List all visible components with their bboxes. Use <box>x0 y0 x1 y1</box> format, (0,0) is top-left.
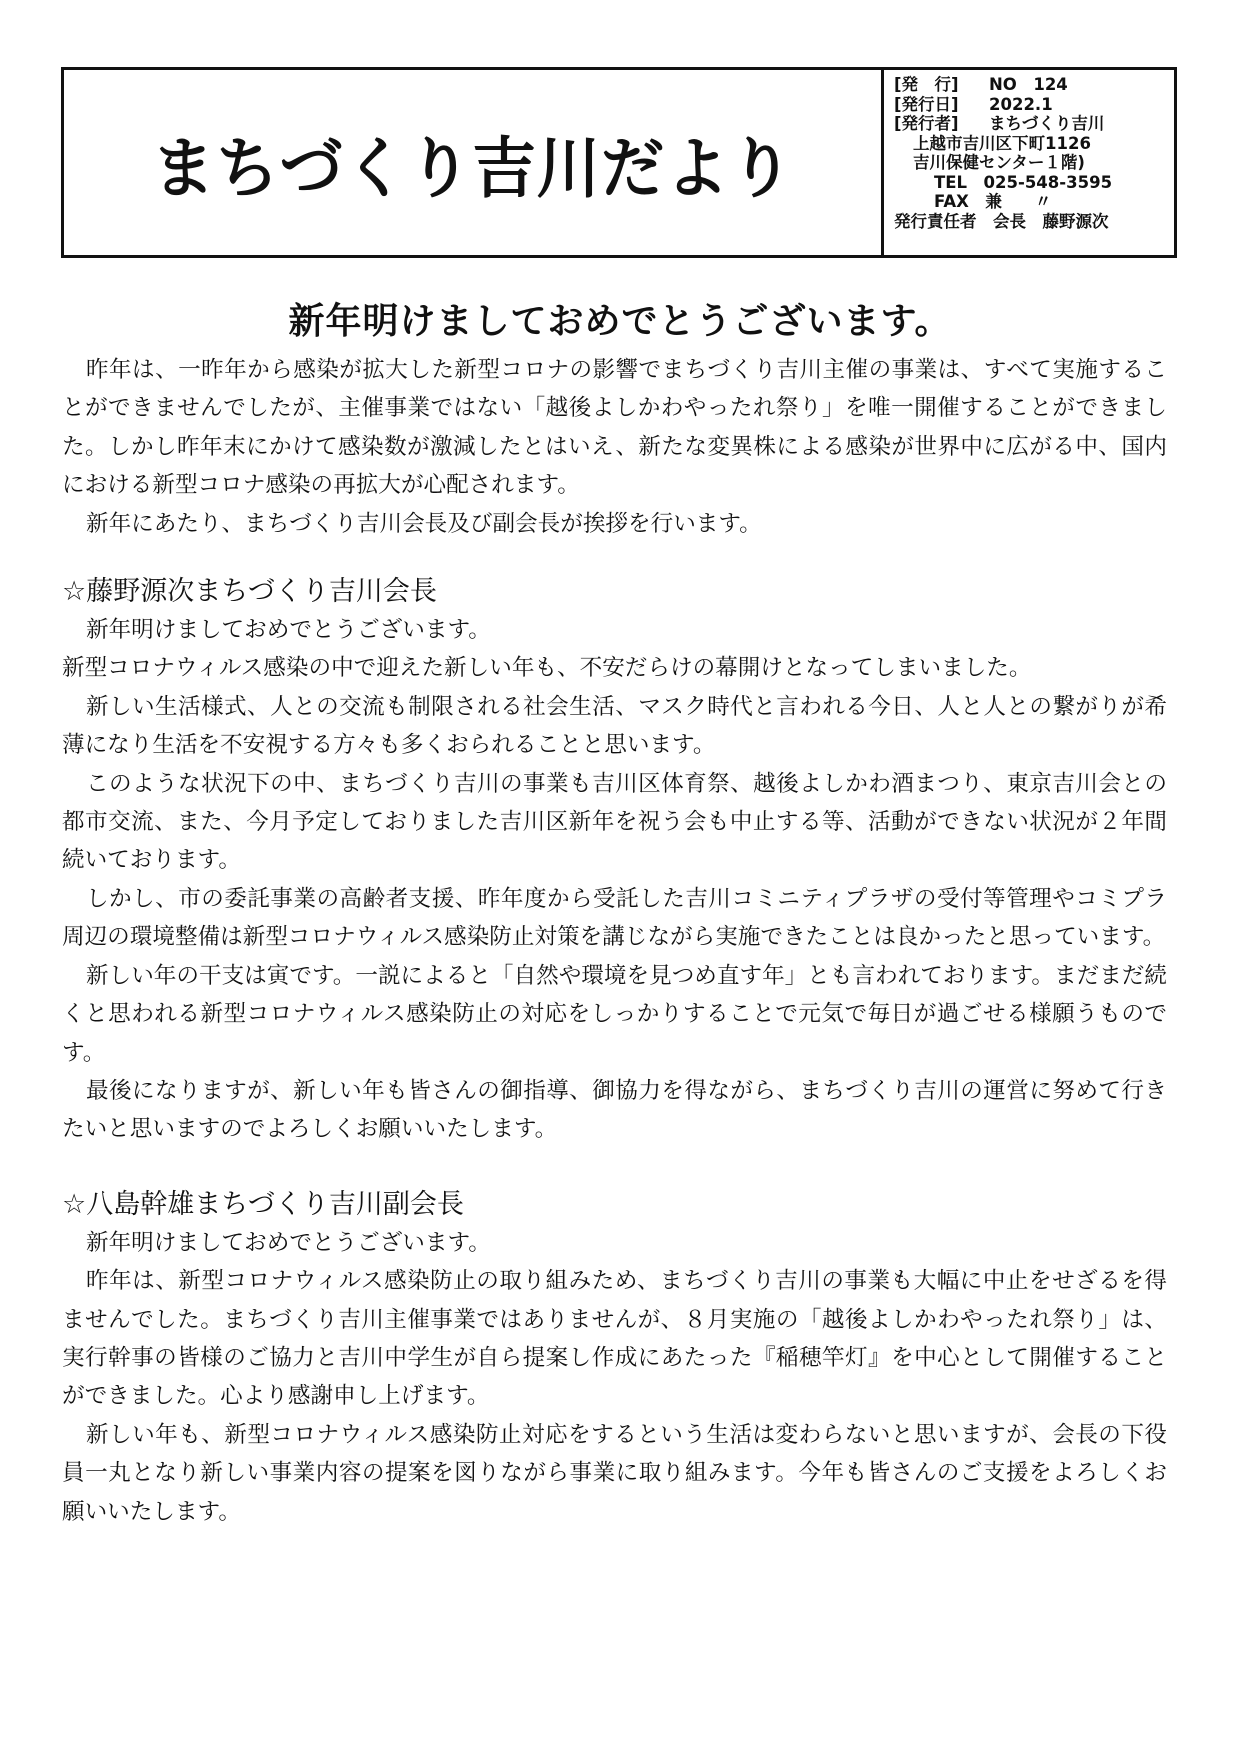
president-paragraph: 新型コロナウィルス感染の中で迎えた新しい年も、不安だらけの幕開けとなってしまいました。 <box>62 655 1032 682</box>
vice-president-paragraph: 新しい年も、新型コロナウィルス感染防止対応をするという生活は変わらないと思いますが、会長の下役員一丸となり新しい事業内容の提案を図りながら事業に取り組みます。今年も皆さんのご支援をよろしくお願いいたします。 <box>62 1421 1167 1525</box>
vice-president-paragraph: 昨年は、新型コロナウィルス感染防止の取り組みため、まちづくり吉川の事業も大幅に中止をせざるを得ませんでした。まちづくり吉川主催事業ではありませんが、８月実施の「越後よしかわやったれ祭り」は、実行幹事の皆様のご協力と吉川中学生が自ら提案し作成にあたった『稲穂竿灯』を中心として開催することができました。心より感謝申し上げます。 <box>62 1268 1167 1410</box>
newsletter-title: まちづくり吉川だより <box>151 130 794 207</box>
issue-date: 2022.1 <box>989 94 1053 114</box>
issue-number: NO 124 <box>989 75 1068 94</box>
issue-label: [発 行] <box>894 75 959 94</box>
address-line-1: 上越市吉川区下町1126 <box>913 133 1091 153</box>
issue-row <box>894 75 1168 95</box>
fax: FAX 兼 〃 <box>934 192 1052 211</box>
publisher-row <box>894 114 1168 134</box>
vice-president-section-heading: ☆八島幹雄まちづくり吉川副会長 <box>62 1188 464 1220</box>
president-closing: 最後になりますが、新しい年も皆さんの御指導、御協力を得ながら、まちづくり吉川の運営に努めて行きたいと思いますのでよろしくお願いいたします。 <box>62 1077 1167 1143</box>
president-greeting: 新年明けましておめでとうございます。 <box>86 617 491 644</box>
publication-info <box>881 70 1174 255</box>
president-paragraph: 新しい生活様式、人との交流も制限される社会生活、マスク時代と言われる今日、人と人との繋がりが希薄になり生活を不安視する方々も多くおられることと思います。 <box>62 693 1167 759</box>
president-section-heading: ☆藤野源次まちづくり吉川会長 <box>62 576 437 608</box>
publisher-label: [発行者] <box>894 114 959 133</box>
president-paragraph: 新しい年の干支は寅です。一説によると「自然や環境を見つめ直す年」とも言われております。まだまだ続くと思われる新型コロナウィルス感染防止の対応をしっかりすることで元気で毎日が過ごせる様願うものです。 <box>62 962 1167 1066</box>
telephone: TEL 025-548-3595 <box>934 172 1113 192</box>
president-paragraph: このような状況下の中、まちづくり吉川の事業も吉川区体育祭、越後よしかわ酒まつり、東京吉川会との都市交流、また、今月予定しておりました吉川区新年を祝う会も中止する等、活動ができない状況が２年間続いております。 <box>62 770 1167 874</box>
publisher-name: まちづくり吉川 <box>989 114 1105 133</box>
intro-paragraph: 昨年は、一昨年から感染が拡大した新型コロナの影響でまちづくり吉川主催の事業は、すべて実施することができませんでしたが、主催事業ではない「越後よしかわやったれ祭り」を唯一開催することができました。しかし昨年末にかけて感染数が激減したとはいえ、新たな変異株による感染が世界中に広がる中、国内における新型コロナ感染の再拡大が心配されます。 <box>62 357 1167 499</box>
address-line-2: 吉川保健センター１階) <box>913 153 1085 172</box>
date-row <box>894 95 1168 115</box>
intro-paragraph: 新年にあたり、まちづくり吉川会長及び副会長が挨拶を行います。 <box>86 510 762 537</box>
title-cell <box>64 70 881 255</box>
president-paragraph: しかし、市の委託事業の高齢者支援、昨年度から受託した吉川コミニティプラザの受付等管理やコミプラ周辺の環境整備は新型コロナウィルス感染防止対策を講じながら実施できたことは良かったと思っています。 <box>62 885 1167 951</box>
vice-president-greeting: 新年明けましておめでとうございます。 <box>86 1229 491 1256</box>
new-year-greeting-heading: 新年明けましておめでとうございます。 <box>288 301 952 342</box>
date-label: [発行日] <box>894 94 959 114</box>
responsible-person: 発行責任者 会長 藤野源次 <box>894 211 1109 231</box>
article-body <box>62 351 1167 1531</box>
masthead <box>61 67 1177 258</box>
